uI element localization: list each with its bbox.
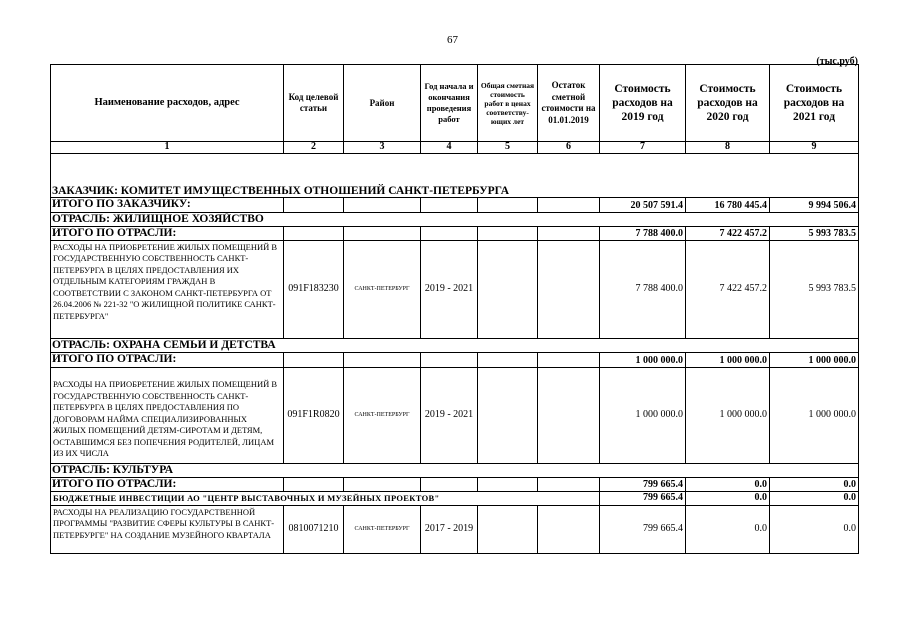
header-cost-2020: Стоимость расходов на 2020 год <box>686 65 770 142</box>
investment-cost-2019: 799 665.4 <box>600 491 686 505</box>
expense-period: 2019 - 2021 <box>421 367 478 463</box>
header-code: Код целевой статьи <box>284 65 344 142</box>
customer-total-label: ИТОГО ПО ЗАКАЗЧИКУ: <box>51 197 284 212</box>
customer-total-row <box>51 197 859 212</box>
expense-cost-2020: 0.0 <box>686 505 770 553</box>
column-number-row <box>51 142 859 154</box>
sector-total-label: ИТОГО ПО ОТРАСЛИ: <box>51 352 284 367</box>
customer-total-2019: 20 507 591.4 <box>600 197 686 212</box>
customer-row <box>51 153 859 197</box>
expense-row <box>51 367 859 463</box>
sector-total-2021: 5 993 783.5 <box>770 226 859 240</box>
expense-district: САНКТ-ПЕТЕРБУРГ <box>344 367 421 463</box>
investment-row <box>51 491 859 505</box>
header-cost-2021: Стоимость расходов на 2021 год <box>770 65 859 142</box>
expense-cost-2021: 5 993 783.5 <box>770 240 859 338</box>
sector-row <box>51 338 859 352</box>
expense-period: 2017 - 2019 <box>421 505 478 553</box>
expense-cost-2021: 1 000 000.0 <box>770 367 859 463</box>
sector-row <box>51 463 859 477</box>
column-number: 7 <box>600 142 686 154</box>
sector-total-2020: 1 000 000.0 <box>686 352 770 367</box>
column-number: 8 <box>686 142 770 154</box>
sector-total-2019: 7 788 400.0 <box>600 226 686 240</box>
budget-table <box>50 64 859 554</box>
expense-district: САНКТ-ПЕТЕРБУРГ <box>344 505 421 553</box>
expense-name: РАСХОДЫ НА ПРИОБРЕТЕНИЕ ЖИЛЫХ ПОМЕЩЕНИЙ В ГОСУДАРСТВЕННУЮ СОБСТВЕННОСТЬ САНКТ-ПЕТЕРБУРГА В ЦЕЛЯХ ПРЕДОСТАВЛЕНИЯ ПО ДОГОВОРАМ НАЙМА СПЕЦИАЛИЗИРОВАННЫХ ЖИЛЫХ ПОМЕЩЕНИЙ ДЕТЯМ-СИРОТАМ И ДЕТЯМ, ОСТАВШИМСЯ БЕЗ ПОПЕЧЕНИЯ РОДИТЕЛЕЙ, ЛИЦАМ ИЗ ИХ ЧИСЛА <box>51 367 284 463</box>
column-number: 9 <box>770 142 859 154</box>
column-number: 3 <box>344 142 421 154</box>
sector-total-2021: 0.0 <box>770 477 859 491</box>
header-remainder: Остаток сметной стоимости на 01.01.2019 <box>538 65 600 142</box>
column-number: 6 <box>538 142 600 154</box>
header-cost-2019: Стоимость расходов на 2019 год <box>600 65 686 142</box>
customer-total-2020: 16 780 445.4 <box>686 197 770 212</box>
sector-total-label: ИТОГО ПО ОТРАСЛИ: <box>51 226 284 240</box>
expense-period: 2019 - 2021 <box>421 240 478 338</box>
expense-code: 091F1R0820 <box>284 367 344 463</box>
expense-code: 091F183230 <box>284 240 344 338</box>
expense-cost-2019: 799 665.4 <box>600 505 686 553</box>
sector-title: ОТРАСЛЬ: ОХРАНА СЕМЬИ И ДЕТСТВА <box>51 338 859 352</box>
sector-row <box>51 212 859 226</box>
investment-label: БЮДЖЕТНЫЕ ИНВЕСТИЦИИ АО "ЦЕНТР ВЫСТАВОЧНЫХ И МУЗЕЙНЫХ ПРОЕКТОВ" <box>51 491 600 505</box>
expense-row <box>51 505 859 553</box>
expense-cost-2020: 7 422 457.2 <box>686 240 770 338</box>
investment-cost-2020: 0.0 <box>686 491 770 505</box>
sector-title: ОТРАСЛЬ: ЖИЛИЩНОЕ ХОЗЯЙСТВО <box>51 212 859 226</box>
investment-cost-2021: 0.0 <box>770 491 859 505</box>
sector-total-2021: 1 000 000.0 <box>770 352 859 367</box>
expense-cost-2020: 1 000 000.0 <box>686 367 770 463</box>
header-row <box>51 65 859 142</box>
header-name: Наименование расходов, адрес <box>51 65 284 142</box>
sector-total-row <box>51 226 859 240</box>
sector-total-2019: 799 665.4 <box>600 477 686 491</box>
sector-total-2019: 1 000 000.0 <box>600 352 686 367</box>
header-period: Год начала и окончания проведения работ <box>421 65 478 142</box>
expense-cost-2019: 1 000 000.0 <box>600 367 686 463</box>
sector-total-label: ИТОГО ПО ОТРАСЛИ: <box>51 477 284 491</box>
customer-total-2021: 9 994 506.4 <box>770 197 859 212</box>
header-total-cost: Общая сметная стоимость работ в ценах соответству-ющих лет <box>478 65 538 142</box>
unit-note: (тыс.руб) <box>816 56 858 67</box>
expense-code: 0810071210 <box>284 505 344 553</box>
expense-cost-2019: 7 788 400.0 <box>600 240 686 338</box>
header-district: Район <box>344 65 421 142</box>
column-number: 5 <box>478 142 538 154</box>
sector-title: ОТРАСЛЬ: КУЛЬТУРА <box>51 463 859 477</box>
expense-name: РАСХОДЫ НА ПРИОБРЕТЕНИЕ ЖИЛЫХ ПОМЕЩЕНИЙ В ГОСУДАРСТВЕННУЮ СОБСТВЕННОСТЬ САНКТ-ПЕТЕРБУРГА В ЦЕЛЯХ ПРЕДОСТАВЛЕНИЯ ИХ ОТДЕЛЬНЫМ КАТЕГОРИЯМ ГРАЖДАН В СООТВЕТСТВИИ С ЗАКОНОМ САНКТ-ПЕТЕРБУРГА ОТ 26.04.2006 № 221-32 "О ЖИЛИЩНОЙ ПОЛИТИКЕ САНКТ-ПЕТЕРБУРГА" <box>51 240 284 338</box>
customer-title: ЗАКАЗЧИК: КОМИТЕТ ИМУЩЕСТВЕННЫХ ОТНОШЕНИЙ САНКТ-ПЕТЕРБУРГА <box>51 153 859 197</box>
column-number: 2 <box>284 142 344 154</box>
expense-row <box>51 240 859 338</box>
column-number: 1 <box>51 142 284 154</box>
sector-total-2020: 0.0 <box>686 477 770 491</box>
expense-name: РАСХОДЫ НА РЕАЛИЗАЦИЮ ГОСУДАРСТВЕННОЙ ПРОГРАММЫ "РАЗВИТИЕ СФЕРЫ КУЛЬТУРЫ В САНКТ-ПЕТЕРБУРГЕ" НА СОЗДАНИЕ МУЗЕЙНОГО КВАРТАЛА <box>51 505 284 553</box>
sector-total-row <box>51 352 859 367</box>
sector-total-row <box>51 477 859 491</box>
expense-district: САНКТ-ПЕТЕРБУРГ <box>344 240 421 338</box>
expense-cost-2021: 0.0 <box>770 505 859 553</box>
column-number: 4 <box>421 142 478 154</box>
page-number: 67 <box>447 34 458 46</box>
sector-total-2020: 7 422 457.2 <box>686 226 770 240</box>
